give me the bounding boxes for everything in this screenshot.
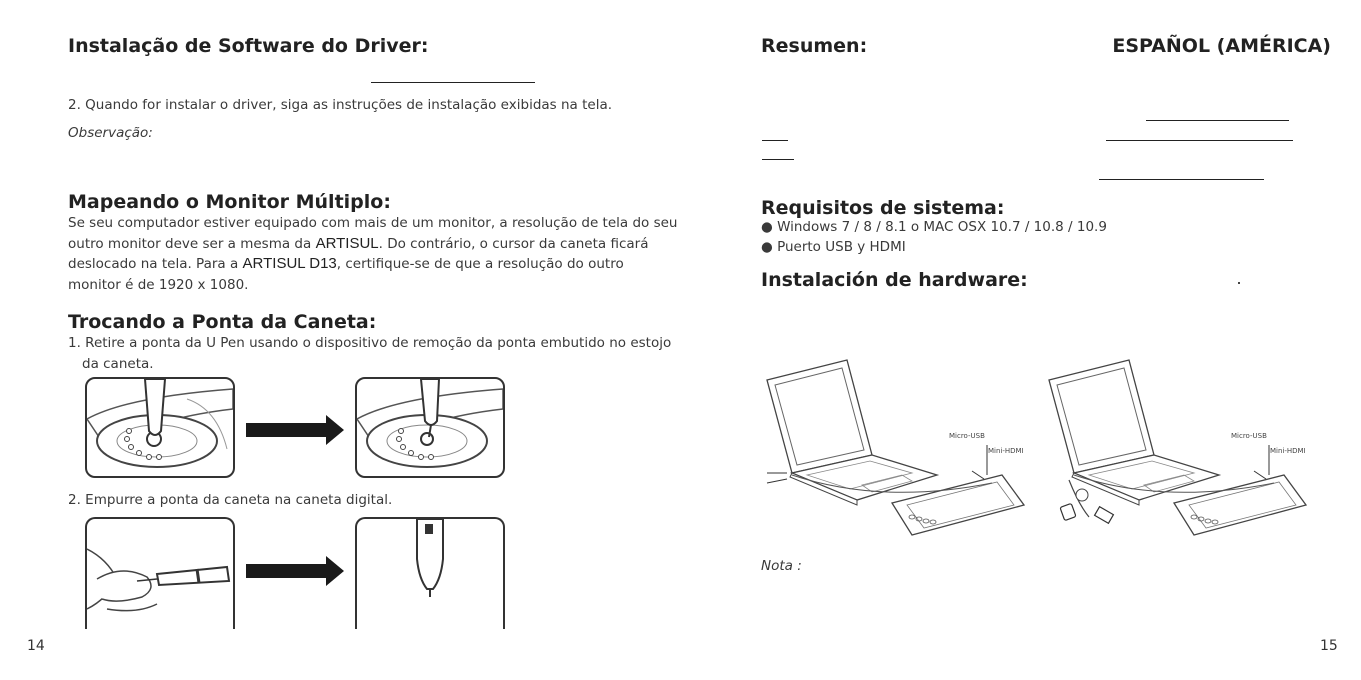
monitor-line-3-text: deslocado na tela. Para a xyxy=(68,256,243,272)
requirement-item-2: ● Puerto USB y HDMI xyxy=(761,239,906,255)
note-label: Nota : xyxy=(761,558,802,574)
tip-step-1-line-b: da caneta. xyxy=(82,355,154,372)
monitor-line-2 xyxy=(68,234,677,255)
requirements-title: Requisitos de sistema: xyxy=(761,197,1005,219)
install-title: Instalação de Software do Driver: xyxy=(68,35,429,57)
hardware-title: Instalación de hardware: xyxy=(761,269,1028,291)
tip-step-1-line-a: 1. Retire a ponta da U Pen usando o dispositivo de remoção da ponta embutido no estojo xyxy=(68,335,672,351)
tip-step-2: 2. Empurre a ponta da caneta na caneta digital. xyxy=(68,492,393,508)
install-step-2: 2. Quando for instalar o driver, siga as instruções de instalação exibidas na tela. xyxy=(68,97,613,113)
monitor-line-3-end: , certifique-se de que a resolução do outro xyxy=(336,256,624,272)
redacted-line-2 xyxy=(762,140,788,141)
requirement-item-1: ● Windows 7 / 8 / 8.1 o MAC OSX 10.7 / 10.8 / 10.9 xyxy=(761,219,1107,235)
tip-step-1 xyxy=(68,333,671,374)
redacted-line-3 xyxy=(1106,140,1293,141)
tip-title: Trocando a Ponta da Caneta: xyxy=(68,311,377,333)
arrow-right-icon-2 xyxy=(246,556,346,586)
requirement-text-2: Puerto USB y HDMI xyxy=(777,239,906,255)
page-number-left: 14 xyxy=(27,638,45,654)
redacted-line xyxy=(371,82,535,83)
summary-title: Resumen: xyxy=(761,35,868,57)
pen-insert-image-after xyxy=(355,517,505,629)
monitor-line-3 xyxy=(68,254,677,275)
monitor-title: Mapeando o Monitor Múltiplo: xyxy=(68,191,391,213)
micro-usb-label-2: Micro-USB xyxy=(1231,432,1267,440)
tip-removal-image-before xyxy=(85,377,235,478)
requirement-text-1: Windows 7 / 8 / 8.1 o MAC OSX 10.7 / 10.8 / 10.9 xyxy=(777,219,1107,235)
brand-model: ARTISUL D13 xyxy=(242,255,337,272)
monitor-line-2-text: outro monitor deve ser a mesma da xyxy=(68,235,316,252)
monitor-line-4: monitor é de 1920 x 1080. xyxy=(68,276,249,293)
pen-insert-image-before xyxy=(85,517,235,629)
arrow-right-icon xyxy=(246,415,346,445)
stray-dot xyxy=(1238,282,1240,284)
redacted-line-4 xyxy=(762,159,794,160)
hardware-diagram-1 xyxy=(762,355,1027,540)
language-header: ESPAÑOL (AMÉRICA) xyxy=(1112,35,1331,57)
pen-case-tip-removed-illustration xyxy=(357,379,503,476)
pen-case-illustration xyxy=(87,379,233,476)
page-number-right: 15 xyxy=(1320,638,1338,654)
observation-label: Observação: xyxy=(68,125,153,141)
tip-removal-image-after xyxy=(355,377,505,478)
pen-tip-illustration xyxy=(357,519,503,629)
mini-hdmi-label-1: Mini-HDMI xyxy=(988,447,1024,455)
hardware-diagram-2 xyxy=(1044,355,1309,540)
hand-pen-illustration xyxy=(87,519,233,629)
monitor-line-2-end: . Do contrário, o cursor da caneta ficará xyxy=(378,235,649,252)
redacted-line-1 xyxy=(1146,120,1289,121)
monitor-line-1: Se seu computador estiver equipado com mais de um monitor, a resolução de tela do seu xyxy=(68,215,678,231)
monitor-paragraph xyxy=(68,213,677,295)
brand-name: ARTISUL xyxy=(315,234,379,252)
mini-hdmi-label-2: Mini-HDMI xyxy=(1270,447,1306,455)
redacted-line-5 xyxy=(1099,179,1264,180)
micro-usb-label-1: Micro-USB xyxy=(949,432,985,440)
